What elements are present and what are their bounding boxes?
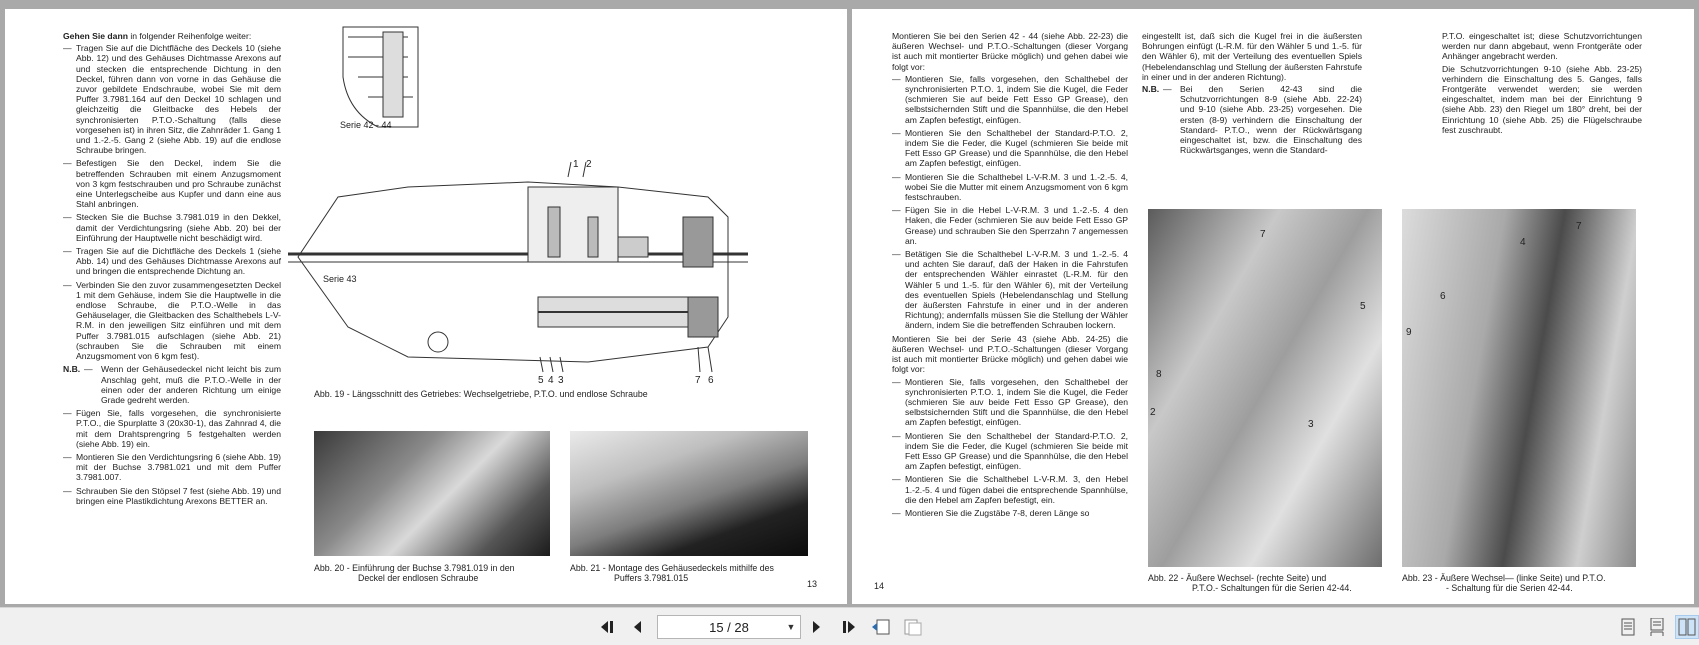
callout-8: 8 [1156, 369, 1162, 380]
callout-4: 4 [1520, 237, 1526, 248]
next-page-icon [812, 620, 822, 634]
list-item: — Montieren Sie die Zugstäbe 7-8, deren Länge so [892, 508, 1128, 518]
page-number-dropdown[interactable] [657, 615, 801, 639]
nb-note: N.B. — Bei den Serien 42-43 sind die Schutzvorrichtungen 8-9 (siehe Abb. 22-24) und 9-10 (siehe Abb. 23-25) vorgesehen. Die ersten (8-9) verhindern die Einschaltung der Standard- P.T.O., wenn der Rückwärtsgang eingeschaltet ist, bzw. die Einschaltung des Rückwärtsganges, wenn die Standard- [1142, 84, 1362, 156]
figure-23-photo [1402, 209, 1636, 567]
list-item: — Tragen Sie auf die Dichtfläche des Deckels 1 (siehe Abb. 14) und des Gehäuses Dichtmasse Arexons auf und bringen die entsprechende Dichtung an. [63, 246, 281, 277]
right-page-text-column-2 [1142, 31, 1362, 158]
callout-2: 2 [586, 159, 592, 170]
paragraph: eingestellt ist, daß sich die Kugel frei in die äußersten Bohrungen einfügt (L-R.M. für den Wähler 5 und 1.-5. für den Wähler 6), mit der Verteilung des eventuellen Spiels (Hebelendanschlag und Stellung der äußersten Fahrstufe in einer und in der anderen Richtung). [1142, 31, 1362, 82]
callout-5: 5 [538, 375, 544, 386]
figure-19-cross-section-drawing [288, 17, 768, 389]
gearbox-cross-section-icon [288, 17, 768, 389]
list-item: — Montieren Sie, falls vorgesehen, den Schalthebel der synchronisierten P.T.O. 1, indem Sie die Kugel, die Feder (schmieren Sie auf beide Fett Esso GP Grease), den selbstsichernden Stift und die Spannhülse, die den Hebel am Zapfen befestigt, einfügen. [892, 74, 1128, 125]
list-item: — Befestigen Sie den Deckel, indem Sie die betreffenden Schrauben mit einem Anzugsmoment von 3 kgm festschrauben und pro Schraube zunächst eine Unterlegscheibe aus Kupfer und dann eine aus Stahl anbringen. [63, 158, 281, 209]
callout-3: 3 [1308, 419, 1314, 430]
figure-19-label-serie-43: Serie 43 [323, 274, 357, 284]
right-page-text-column-3 [1442, 31, 1642, 137]
list-item: — Schrauben Sie den Stöpsel 7 fest (siehe Abb. 19) und bringen eine Plastikdichtung Arexons BETTER an. [63, 486, 281, 506]
continuous-view-button[interactable] [1646, 615, 1668, 639]
paragraph: Die Schutzvorrichtungen 9-10 (siehe Abb. 23-25) verhindern die Einschaltung des 5. Ganges, falls Frontgeräte verwendet werden; sie werden eingeschaltet, indem man bei der Einrichtung 9 (siehe Abb. 23) den Riegel um 180° dreht, bei der Einrichtung 10 (siehe Abb. 25) die Flügelschraube fest zuschraubt. [1442, 63, 1642, 135]
callout-2: 2 [1150, 407, 1156, 418]
figure-22-photo [1148, 209, 1382, 567]
two-page-view-icon [1678, 618, 1696, 636]
next-page-button[interactable] [806, 616, 828, 638]
go-back-icon [871, 618, 891, 636]
last-page-icon [840, 620, 856, 634]
callout-6: 6 [1440, 291, 1446, 302]
two-page-view-button[interactable] [1675, 615, 1699, 639]
navigation-toolbar [0, 607, 1699, 645]
page-number-14: 14 [874, 581, 885, 591]
left-page-text-column [63, 31, 281, 509]
list-item: — Stecken Sie die Buchse 3.7981.019 in den Dekkel, damit der Verdichtungsring (siehe Abb. 20) bei der Einführung der Hauptwelle nicht beschädigt wird. [63, 212, 281, 243]
page-number-13: 13 [807, 579, 818, 589]
callout-7: 7 [695, 375, 701, 386]
prev-page-icon [632, 620, 642, 634]
figure-19-caption: Abb. 19 - Längsschnitt des Getriebes: Wechselgetriebe, P.T.O. und endlose Schraube [314, 389, 648, 399]
last-page-button[interactable] [837, 616, 859, 638]
figure-23-caption: Abb. 23 - Äußere Wechsel— (linke Seite) und P.T.O. - Schaltung für die Serien 42-44. [1402, 573, 1606, 594]
callout-4: 4 [548, 375, 554, 386]
callout-9: 9 [1406, 327, 1412, 338]
single-page-view-button[interactable] [1617, 615, 1639, 639]
list-item: — Tragen Sie auf die Dichtfläche des Deckels 10 (siehe Abb. 12) und des Gehäuses Dichtmasse Arexons auf und stecken die entsprechende Dichtung in den Deckel, führen dann von vorne in das Gehäuse die zuvor gebildete Endschraube, wobei Sie mit dem Puffer 3.7981.164 auf den Deckel 10 schlagen und gleichzeitig die Gleitbacke des Hebels der synchronisierten P.T.O.-Schaltung (falls diese vorgesehen ist) in ihren Sitz, die Zahnräder 1. Gang 1 und 1.-2.-5. Gang 2 (siehe Abb. 19) auf die endlose Schraube bringen. [63, 43, 281, 155]
figure-21-caption: Abb. 21 - Montage des Gehäusedeckels mithilfe des Puffers 3.7981.015 [570, 563, 774, 584]
list-item: — Fügen Sie, falls vorgesehen, die synchronisierte P.T.O., die Spurplatte 3 (20x30-1), das Zahnrad 4, die mit dem Drahtsprengring 5 festgehalten werden (siehe Abb. 19) ein. [63, 408, 281, 449]
list-item: — Fügen Sie in die Hebel L-V-R.M. 3 und 1.-2.-5. 4 den Haken, die Feder (schmieren Sie auv beide Fett Esso GP Grease) und schrauben Sie den Sperrzahn 7 angemessen an. [892, 205, 1128, 246]
right-page-text-column-1 [892, 31, 1128, 521]
list-item: — Montieren Sie die Schalthebel L-V-R.M. 3 und 1.-2.-5. 4, wobei Sie die Mutter mit einem Anzugsmoment von 6 kgm festschrauben. [892, 172, 1128, 203]
page-13 [5, 9, 847, 604]
page-14 [852, 9, 1694, 604]
list-item: — Montieren Sie den Schalthebel der Standard-P.T.O. 2, indem Sie die Feder, die Kugel (schmieren Sie beide mit Fett Esso GP Grease) und die Spannhülse, die den Hebel am Zapfen befestigt, einfügen. [892, 431, 1128, 472]
previous-page-button[interactable] [626, 616, 648, 638]
go-forward-icon [903, 618, 923, 636]
callout-1: 1 [573, 159, 579, 170]
figure-19-label-serie-42-44: Serie 42 - 44 [340, 120, 392, 130]
list-item: — Betätigen Sie die Schalthebel L-V-R.M. 3 und 1.-2.-5. 4 und achten Sie darauf, daß der Haken in die Fahrstufen der entsprechenden Wähler einrastet (L-R.M. für den Wähler 5 und 1.-5. für den Wähler 6), mit der Verteilung des eventuellen Spiels (Hebelendanschlag und Stellung der äußersten Fahrstufe in einer und in der anderen Richtung); andernfalls müssen Sie die Stellung der Wähler ändern, indem Sie die betreffenden Schrauben lockern. [892, 249, 1128, 331]
figure-20-photo [314, 431, 550, 556]
list-item: — Montieren Sie den Verdichtungsring 6 (siehe Abb. 19) mit der Buchse 3.7981.021 und mit dem Puffer 3.7981.007. [63, 452, 281, 483]
first-page-button[interactable] [597, 616, 619, 638]
figure-20-caption: Abb. 20 - Einführung der Buchse 3.7981.019 in den Deckel der endlosen Schraube [314, 563, 515, 584]
paragraph: P.T.O. eingeschaltet ist; diese Schutzvorrichtungen werden nur dann abgebaut, wenn Frontgeräte oder Anhänger angebracht werden. [1442, 31, 1642, 62]
chevron-down-icon: ▼ [786, 622, 796, 632]
list-item: — Verbinden Sie den zuvor zusammengesetzten Deckel 1 mit dem Gehäuse, indem Sie die Hauptwelle in die endlose Schraube, die P.T.O.-Welle in das Gehäuselager, die Gleitbacken des Schalthebels L-V-R.M. in den jeweiligen Sitz einführen und mit dem Puffer 3.7981.015 aufschlagen (siehe Abb. 21) (schrauben Sie die Schrauben mit einem Anzugsmoment von 6 kgm fest). [63, 280, 281, 362]
callout-3: 3 [558, 375, 564, 386]
list-item: — Montieren Sie die Schalthebel L-V-R.M. 3, den Hebel 1.-2.-5. 4 und fügen dabei die entsprechende Spannhülse, die den Hebel am Zapfen befestigt, ein. [892, 474, 1128, 505]
back-button[interactable] [870, 616, 892, 638]
single-page-view-icon [1621, 618, 1635, 636]
callout-6: 6 [708, 375, 714, 386]
callout-5: 5 [1360, 301, 1366, 312]
first-page-icon [600, 620, 616, 634]
continuous-view-icon [1650, 618, 1664, 636]
figure-21-photo [570, 431, 808, 556]
forward-button[interactable] [902, 616, 924, 638]
nb-note: N.B. — Wenn der Gehäusedeckel nicht leicht bis zum Anschlag geht, muß die P.T.O.-Welle in der einen oder der anderen Richtung um einige Grade gedreht werden. [63, 364, 281, 405]
list-item: — Montieren Sie, falls vorgesehen, den Schalthebel der synchronisierten P.T.O. 1, indem Sie die Kugel, die Feder (schmieren Sie auv beide Fett Esso GP Grease), den selbstsichernden Stift und die Spannhülse, die den Hebel am Zapfen befestigt, einfügen. [892, 377, 1128, 428]
intro-paragraph-series-42-44: Montieren Sie bei den Serien 42 - 44 (siehe Abb. 22-23) die äußeren Wechsel- und P.T.O.-Schaltungen (dieser Vorgang ist auch mit montierter Brücke möglich) und gehen dabei wie folgt vor: [892, 31, 1128, 72]
callout-7: 7 [1576, 221, 1582, 232]
page-indicator: 15 / 28 [709, 619, 749, 635]
intro-paragraph-series-43: Montieren Sie bei der Serie 43 (siehe Abb. 24-25) die äußeren Wechsel- und P.T.O.-Schaltungen (dieser Vorgang ist auch mit montierter Brücke möglich) und gehen dabei wie folgt vor: [892, 333, 1128, 375]
callout-7: 7 [1260, 229, 1266, 240]
figure-22-caption: Abb. 22 - Äußere Wechsel- (rechte Seite) und P.T.O.- Schaltungen für die Serien 42-44. [1148, 573, 1352, 594]
list-item: — Montieren Sie den Schalthebel der Standard-P.T.O. 2, indem Sie die Feder, die Kugel (schmieren Sie beide mit Fett Esso GP Grease) und die Spannhülse, die den Hebel am Zapfen befestigt, einfügen. [892, 128, 1128, 169]
intro-paragraph: Gehen Sie dann in folgender Reihenfolge weiter: [63, 31, 252, 41]
